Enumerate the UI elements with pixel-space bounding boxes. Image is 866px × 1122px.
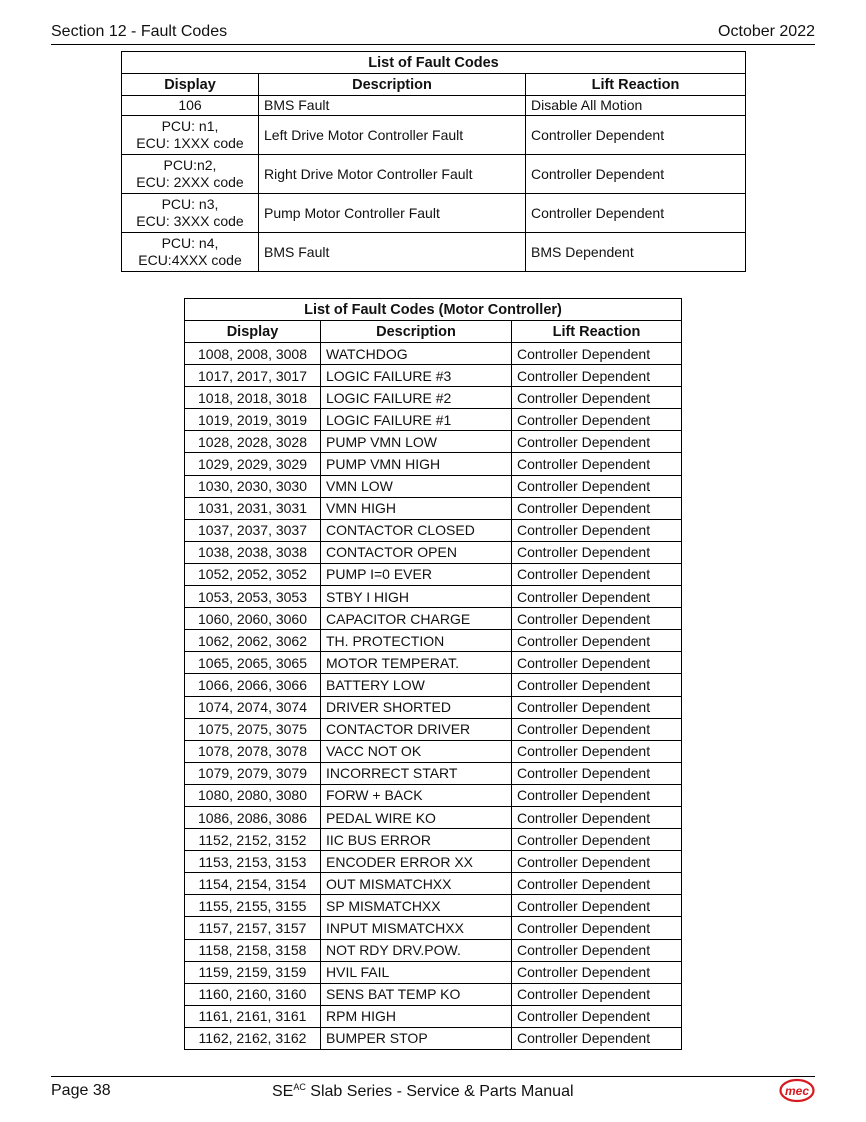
display-cell: 1028, 2028, 3028 xyxy=(185,431,321,453)
description-cell: Pump Motor Controller Fault xyxy=(259,194,526,233)
description-cell: CAPACITOR CHARGE xyxy=(321,608,512,630)
table-row xyxy=(185,674,682,696)
lift-reaction-cell: Controller Dependent xyxy=(512,762,682,784)
lift-reaction-cell: Controller Dependent xyxy=(512,387,682,409)
column-header-display: Display xyxy=(122,74,259,96)
table-row xyxy=(185,784,682,806)
lift-reaction-cell: Controller Dependent xyxy=(512,829,682,851)
table-row xyxy=(122,116,746,155)
column-header-display: Display xyxy=(185,321,321,343)
lift-reaction-cell: BMS Dependent xyxy=(526,233,746,272)
display-cell: 1086, 2086, 3086 xyxy=(185,806,321,828)
display-cell: 1066, 2066, 3066 xyxy=(185,674,321,696)
lift-reaction-cell: Controller Dependent xyxy=(526,194,746,233)
description-cell: BUMPER STOP xyxy=(321,1027,512,1049)
table-row xyxy=(185,917,682,939)
display-cell: 1159, 2159, 3159 xyxy=(185,961,321,983)
description-cell: RPM HIGH xyxy=(321,1005,512,1027)
display-cell: 1160, 2160, 3160 xyxy=(185,983,321,1005)
table-row xyxy=(185,343,682,365)
table-row xyxy=(185,983,682,1005)
table-row xyxy=(185,431,682,453)
table-row xyxy=(185,652,682,674)
display-cell: 1030, 2030, 3030 xyxy=(185,475,321,497)
display-cell: 1037, 2037, 3037 xyxy=(185,519,321,541)
description-cell: PUMP I=0 EVER xyxy=(321,563,512,585)
table-row xyxy=(185,1027,682,1049)
description-cell: Right Drive Motor Controller Fault xyxy=(259,155,526,194)
display-cell: 1018, 2018, 3018 xyxy=(185,387,321,409)
description-cell: Left Drive Motor Controller Fault xyxy=(259,116,526,155)
description-cell: CONTACTOR OPEN xyxy=(321,541,512,563)
description-cell: VACC NOT OK xyxy=(321,740,512,762)
display-cell: 1031, 2031, 3031 xyxy=(185,497,321,519)
lift-reaction-cell: Controller Dependent xyxy=(512,718,682,740)
description-cell: WATCHDOG xyxy=(321,343,512,365)
lift-reaction-cell: Controller Dependent xyxy=(512,475,682,497)
description-cell: CONTACTOR DRIVER xyxy=(321,718,512,740)
description-cell: TH. PROTECTION xyxy=(321,630,512,652)
column-header-description: Description xyxy=(259,74,526,96)
page-footer xyxy=(51,1076,815,1107)
description-cell: LOGIC FAILURE #3 xyxy=(321,365,512,387)
lift-reaction-cell: Controller Dependent xyxy=(512,1005,682,1027)
table-row xyxy=(185,608,682,630)
lift-reaction-cell: Controller Dependent xyxy=(512,519,682,541)
table-row xyxy=(185,829,682,851)
description-cell: SENS BAT TEMP KO xyxy=(321,983,512,1005)
page-header xyxy=(51,22,815,45)
display-cell: 1157, 2157, 3157 xyxy=(185,917,321,939)
display-cell: 1029, 2029, 3029 xyxy=(185,453,321,475)
lift-reaction-cell: Disable All Motion xyxy=(526,96,746,116)
table-row xyxy=(185,519,682,541)
description-cell: STBY I HIGH xyxy=(321,586,512,608)
description-cell: BMS Fault xyxy=(259,96,526,116)
display-cell: 1052, 2052, 3052 xyxy=(185,563,321,585)
display-cell: 1154, 2154, 3154 xyxy=(185,873,321,895)
display-cell: 1062, 2062, 3062 xyxy=(185,630,321,652)
display-cell: 1038, 2038, 3038 xyxy=(185,541,321,563)
table-row xyxy=(185,541,682,563)
lift-reaction-cell: Controller Dependent xyxy=(512,365,682,387)
description-cell: VMN HIGH xyxy=(321,497,512,519)
table-row xyxy=(185,387,682,409)
lift-reaction-cell: Controller Dependent xyxy=(526,116,746,155)
table-row xyxy=(185,696,682,718)
lift-reaction-cell: Controller Dependent xyxy=(512,983,682,1005)
lift-reaction-cell: Controller Dependent xyxy=(512,895,682,917)
page-number: Page 38 xyxy=(51,1082,111,1099)
svg-text:mec: mec xyxy=(784,1084,810,1098)
display-cell: 1019, 2019, 3019 xyxy=(185,409,321,431)
table-row xyxy=(185,1005,682,1027)
lift-reaction-cell: Controller Dependent xyxy=(526,155,746,194)
section-title: Section 12 - Fault Codes xyxy=(51,23,228,40)
lift-reaction-cell: Controller Dependent xyxy=(512,409,682,431)
table-row xyxy=(185,961,682,983)
lift-reaction-cell: Controller Dependent xyxy=(512,784,682,806)
table-row xyxy=(185,630,682,652)
display-cell: PCU: n4, ECU:4XXX code xyxy=(122,233,259,272)
description-cell: PEDAL WIRE KO xyxy=(321,806,512,828)
display-cell: 1155, 2155, 3155 xyxy=(185,895,321,917)
display-cell: 1161, 2161, 3161 xyxy=(185,1005,321,1027)
lift-reaction-cell: Controller Dependent xyxy=(512,696,682,718)
column-header-lift-reaction: Lift Reaction xyxy=(512,321,682,343)
table-row xyxy=(185,873,682,895)
display-cell: 1060, 2060, 3060 xyxy=(185,608,321,630)
lift-reaction-cell: Controller Dependent xyxy=(512,806,682,828)
description-cell: MOTOR TEMPERAT. xyxy=(321,652,512,674)
table-row xyxy=(185,365,682,387)
table-row xyxy=(185,563,682,585)
motor-controller-fault-codes-table xyxy=(184,298,682,1050)
lift-reaction-cell: Controller Dependent xyxy=(512,453,682,475)
description-cell: NOT RDY DRV.POW. xyxy=(321,939,512,961)
document-date: October 2022 xyxy=(718,23,815,40)
lift-reaction-cell: Controller Dependent xyxy=(512,740,682,762)
display-cell: 1074, 2074, 3074 xyxy=(185,696,321,718)
display-cell: PCU: n1, ECU: 1XXX code xyxy=(122,116,259,155)
display-cell: 1017, 2017, 3017 xyxy=(185,365,321,387)
description-cell: PUMP VMN LOW xyxy=(321,431,512,453)
table-row xyxy=(185,740,682,762)
table-row xyxy=(185,453,682,475)
table-row xyxy=(185,895,682,917)
lift-reaction-cell: Controller Dependent xyxy=(512,652,682,674)
description-cell: BATTERY LOW xyxy=(321,674,512,696)
description-cell: IIC BUS ERROR xyxy=(321,829,512,851)
description-cell: PUMP VMN HIGH xyxy=(321,453,512,475)
display-cell: 1158, 2158, 3158 xyxy=(185,939,321,961)
lift-reaction-cell: Controller Dependent xyxy=(512,1027,682,1049)
lift-reaction-cell: Controller Dependent xyxy=(512,431,682,453)
display-cell: PCU:n2, ECU: 2XXX code xyxy=(122,155,259,194)
table-row xyxy=(185,475,682,497)
lift-reaction-cell: Controller Dependent xyxy=(512,630,682,652)
lift-reaction-cell: Controller Dependent xyxy=(512,961,682,983)
lift-reaction-cell: Controller Dependent xyxy=(512,608,682,630)
lift-reaction-cell: Controller Dependent xyxy=(512,917,682,939)
description-cell: VMN LOW xyxy=(321,475,512,497)
table-row xyxy=(185,586,682,608)
description-cell: SP MISMATCHXX xyxy=(321,895,512,917)
display-cell: 1079, 2079, 3079 xyxy=(185,762,321,784)
table-row xyxy=(185,718,682,740)
description-cell: INCORRECT START xyxy=(321,762,512,784)
lift-reaction-cell: Controller Dependent xyxy=(512,343,682,365)
table-row xyxy=(122,96,746,116)
display-cell: 1153, 2153, 3153 xyxy=(185,851,321,873)
lift-reaction-cell: Controller Dependent xyxy=(512,586,682,608)
description-cell: CONTACTOR CLOSED xyxy=(321,519,512,541)
display-cell: PCU: n3, ECU: 3XXX code xyxy=(122,194,259,233)
fault-codes-table xyxy=(121,51,746,272)
column-header-lift-reaction: Lift Reaction xyxy=(526,74,746,96)
motor-controller-table-title: List of Fault Codes (Motor Controller) xyxy=(185,299,682,321)
table-row xyxy=(185,939,682,961)
description-cell: LOGIC FAILURE #2 xyxy=(321,387,512,409)
description-cell: INPUT MISMATCHXX xyxy=(321,917,512,939)
description-cell: ENCODER ERROR XX xyxy=(321,851,512,873)
lift-reaction-cell: Controller Dependent xyxy=(512,497,682,519)
table-row xyxy=(185,762,682,784)
table-row xyxy=(122,194,746,233)
display-cell: 1078, 2078, 3078 xyxy=(185,740,321,762)
lift-reaction-cell: Controller Dependent xyxy=(512,851,682,873)
table-row xyxy=(185,806,682,828)
description-cell: FORW + BACK xyxy=(321,784,512,806)
lift-reaction-cell: Controller Dependent xyxy=(512,939,682,961)
lift-reaction-cell: Controller Dependent xyxy=(512,541,682,563)
display-cell: 1065, 2065, 3065 xyxy=(185,652,321,674)
mec-logo xyxy=(779,1078,815,1103)
description-cell: OUT MISMATCHXX xyxy=(321,873,512,895)
lift-reaction-cell: Controller Dependent xyxy=(512,873,682,895)
lift-reaction-cell: Controller Dependent xyxy=(512,674,682,696)
description-cell: DRIVER SHORTED xyxy=(321,696,512,718)
table-row xyxy=(185,409,682,431)
display-cell: 1152, 2152, 3152 xyxy=(185,829,321,851)
display-cell: 1075, 2075, 3075 xyxy=(185,718,321,740)
manual-title: $SE^{AC}$ Slab Series - Service & Parts Manual xyxy=(272,1082,574,1100)
table-row xyxy=(185,497,682,519)
table-row xyxy=(122,155,746,194)
description-cell: HVIL FAIL xyxy=(321,961,512,983)
display-cell: 106 xyxy=(122,96,259,116)
table-row xyxy=(122,233,746,272)
description-cell: LOGIC FAILURE #1 xyxy=(321,409,512,431)
display-cell: 1080, 2080, 3080 xyxy=(185,784,321,806)
display-cell: 1162, 2162, 3162 xyxy=(185,1027,321,1049)
display-cell: 1008, 2008, 3008 xyxy=(185,343,321,365)
column-header-description: Description xyxy=(321,321,512,343)
table-row xyxy=(185,851,682,873)
fault-codes-table-title: List of Fault Codes xyxy=(122,52,746,74)
display-cell: 1053, 2053, 3053 xyxy=(185,586,321,608)
description-cell: BMS Fault xyxy=(259,233,526,272)
lift-reaction-cell: Controller Dependent xyxy=(512,563,682,585)
